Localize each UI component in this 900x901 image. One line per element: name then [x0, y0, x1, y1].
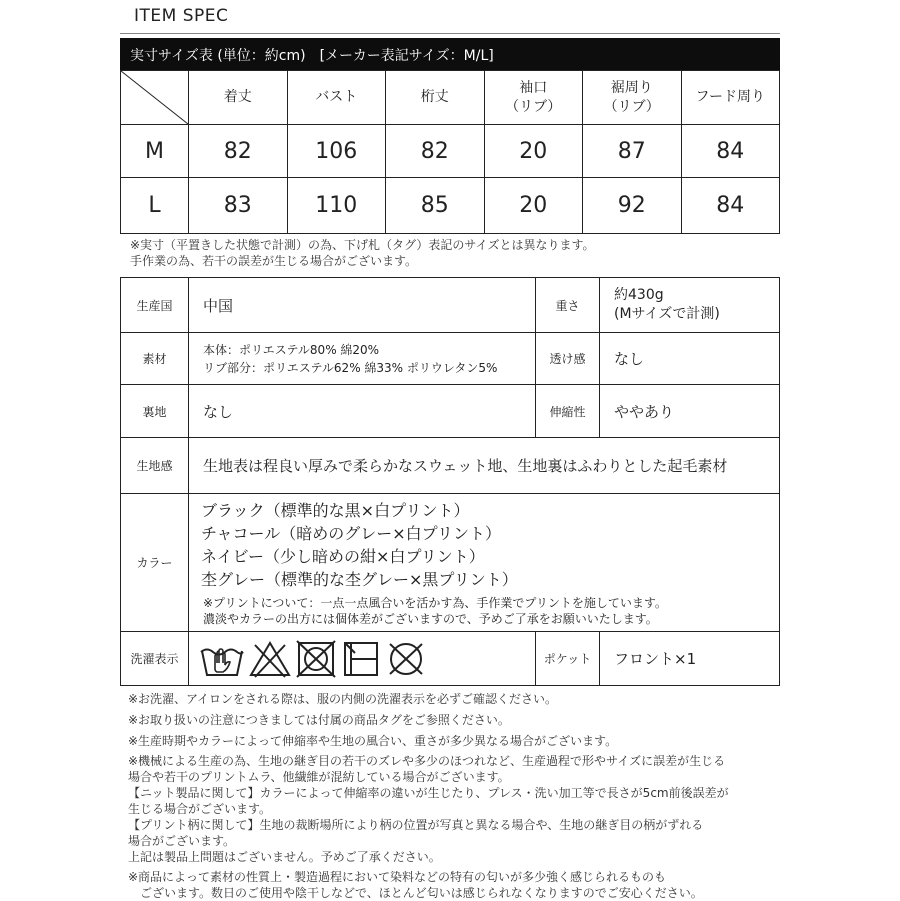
spec-row-color — [121, 494, 780, 632]
weight-value: 約430g (Mサイズで計測) — [600, 278, 780, 333]
size-value: 106 — [287, 125, 386, 178]
size-header-row — [121, 71, 780, 125]
sheer-label: 透け感 — [536, 333, 600, 385]
size-label: L — [121, 178, 189, 234]
size-value: 110 — [287, 178, 386, 234]
color-note: ※プリントについて：一点一点風合いを活かす為、手作業でプリントを施しています。 濃淡やカラーの出方には個体差がございますので、予めご了承をお願いいたします。 — [203, 595, 667, 626]
color-item: ブラック（標準的な黒×白プリント） — [201, 500, 470, 520]
fabric-value: 生地表は程良い厚みで柔らかなスウェット地、生地裏はふわりとした起毛素材 — [189, 438, 780, 494]
size-value: 84 — [681, 125, 780, 178]
lining-value: なし — [189, 385, 536, 438]
size-row-l — [121, 178, 780, 234]
size-value: 83 — [189, 178, 288, 234]
size-note: ※実寸（平置きした状態で計測）の為、下げ札（タグ）表記のサイズとは異なります。 — [130, 238, 595, 252]
shade-line-dry-icon — [341, 639, 381, 679]
col-header-cuff: 袖口 （リブ） — [484, 71, 583, 125]
spec-table — [120, 277, 780, 686]
footer-note: ※お洗濯、アイロンをされる際は、服の内側の洗濯表示を必ずご確認ください。 — [128, 692, 557, 706]
color-item: 杢グレー（標準的な杢グレー×黒プリント） — [201, 569, 518, 589]
size-note: 手作業の為、若干の誤差が生じる場合がございます。 — [130, 254, 418, 268]
pocket-value: フロント×1 — [600, 632, 780, 686]
footer-note: ※お取り扱いの注意につきましては付属の商品タグをご参照ください。 — [128, 713, 510, 727]
color-value — [189, 494, 780, 632]
spec-row-wash — [121, 632, 780, 686]
wash-icons — [189, 632, 536, 686]
stretch-label: 伸縮性 — [536, 385, 600, 438]
lining-label: 裏地 — [121, 385, 189, 438]
col-header-length: 着丈 — [189, 71, 288, 125]
size-value: 92 — [583, 178, 682, 234]
size-table-caption: 実寸サイズ表 (単位：約cm) [メーカー表記サイズ：M/L] — [130, 48, 494, 64]
color-item: チャコール（暗めのグレー×白プリント） — [201, 523, 501, 543]
size-label: M — [121, 125, 189, 178]
origin-label: 生産国 — [121, 278, 189, 333]
footer-note-block: ※機械による生産の為、生地の継ぎ目の若干のズレや多少のほつれなど、生産過程で形やサイズに誤差が生じる 場合や若干のプリントムラ、他繊維が混紡している場合がございます。 【ニット製品に関して】カラーによって伸縮率の違いが生じたり、プレス・洗い加工等で長さが5cm前後誤差が 生じる場合がございます。 【プリント柄に関して】生地の裁断場所により柄の位置が写真と異なる場合や、生地の継ぎ目の柄がずれる 場合がございます。 上記は製品上問題はございません。予めご了承ください。 — [128, 754, 729, 864]
col-header-bust: バスト — [287, 71, 386, 125]
no-tumble-dry-icon — [295, 639, 337, 679]
col-header-hood: フード周り — [681, 71, 780, 125]
footer-note: ※生産時期やカラーによって伸縮率や生地の風合い、重さが多少異なる場合がございます。 — [128, 734, 618, 748]
color-label: カラー — [121, 494, 189, 632]
pocket-label: ポケット — [536, 632, 600, 686]
size-table-caption-bar — [120, 38, 780, 70]
footer-note-block: ※商品によって素材の性質上・製造過程において染料などの特有の匂いが多少強く感じられるものも ございます。数日のご使用や陰干しなどで、ほとんど匂いは感じられなくなりますのでご安心ください。 — [128, 870, 703, 900]
size-value: 20 — [484, 125, 583, 178]
spec-row-material — [121, 333, 780, 385]
size-value: 85 — [386, 178, 485, 234]
material-label: 素材 — [121, 333, 189, 385]
size-value: 82 — [189, 125, 288, 178]
size-value: 87 — [583, 125, 682, 178]
spec-header — [120, 0, 780, 34]
color-item: ネイビー（少し暗めの紺×白プリント） — [201, 546, 485, 566]
col-header-sleeve-length: 桁丈 — [386, 71, 485, 125]
weight-label: 重さ — [536, 278, 600, 333]
color-list — [201, 499, 779, 591]
diagonal-corner-cell — [121, 71, 189, 125]
size-value: 84 — [681, 178, 780, 234]
spec-row-lining — [121, 385, 780, 438]
no-bleach-icon — [249, 639, 291, 679]
size-row-m — [121, 125, 780, 178]
col-header-hem: 裾周り （リブ） — [583, 71, 682, 125]
size-value: 82 — [386, 125, 485, 178]
spec-title: ITEM SPEC — [134, 6, 229, 26]
sheer-value: なし — [600, 333, 780, 385]
wash-label: 洗濯表示 — [121, 632, 189, 686]
stretch-value: ややあり — [600, 385, 780, 438]
size-table — [120, 70, 780, 234]
hand-wash-icon — [199, 639, 245, 679]
spec-row-fabric — [121, 438, 780, 494]
spec-row-origin — [121, 278, 780, 333]
diagonal-line — [121, 71, 188, 124]
material-value: 本体：ポリエステル80% 綿20% リブ部分：ポリエステル62% 綿33% ポリウレタン5% — [189, 333, 536, 385]
no-dry-clean-icon — [385, 639, 427, 679]
fabric-label: 生地感 — [121, 438, 189, 494]
origin-value: 中国 — [189, 278, 536, 333]
size-value: 20 — [484, 178, 583, 234]
